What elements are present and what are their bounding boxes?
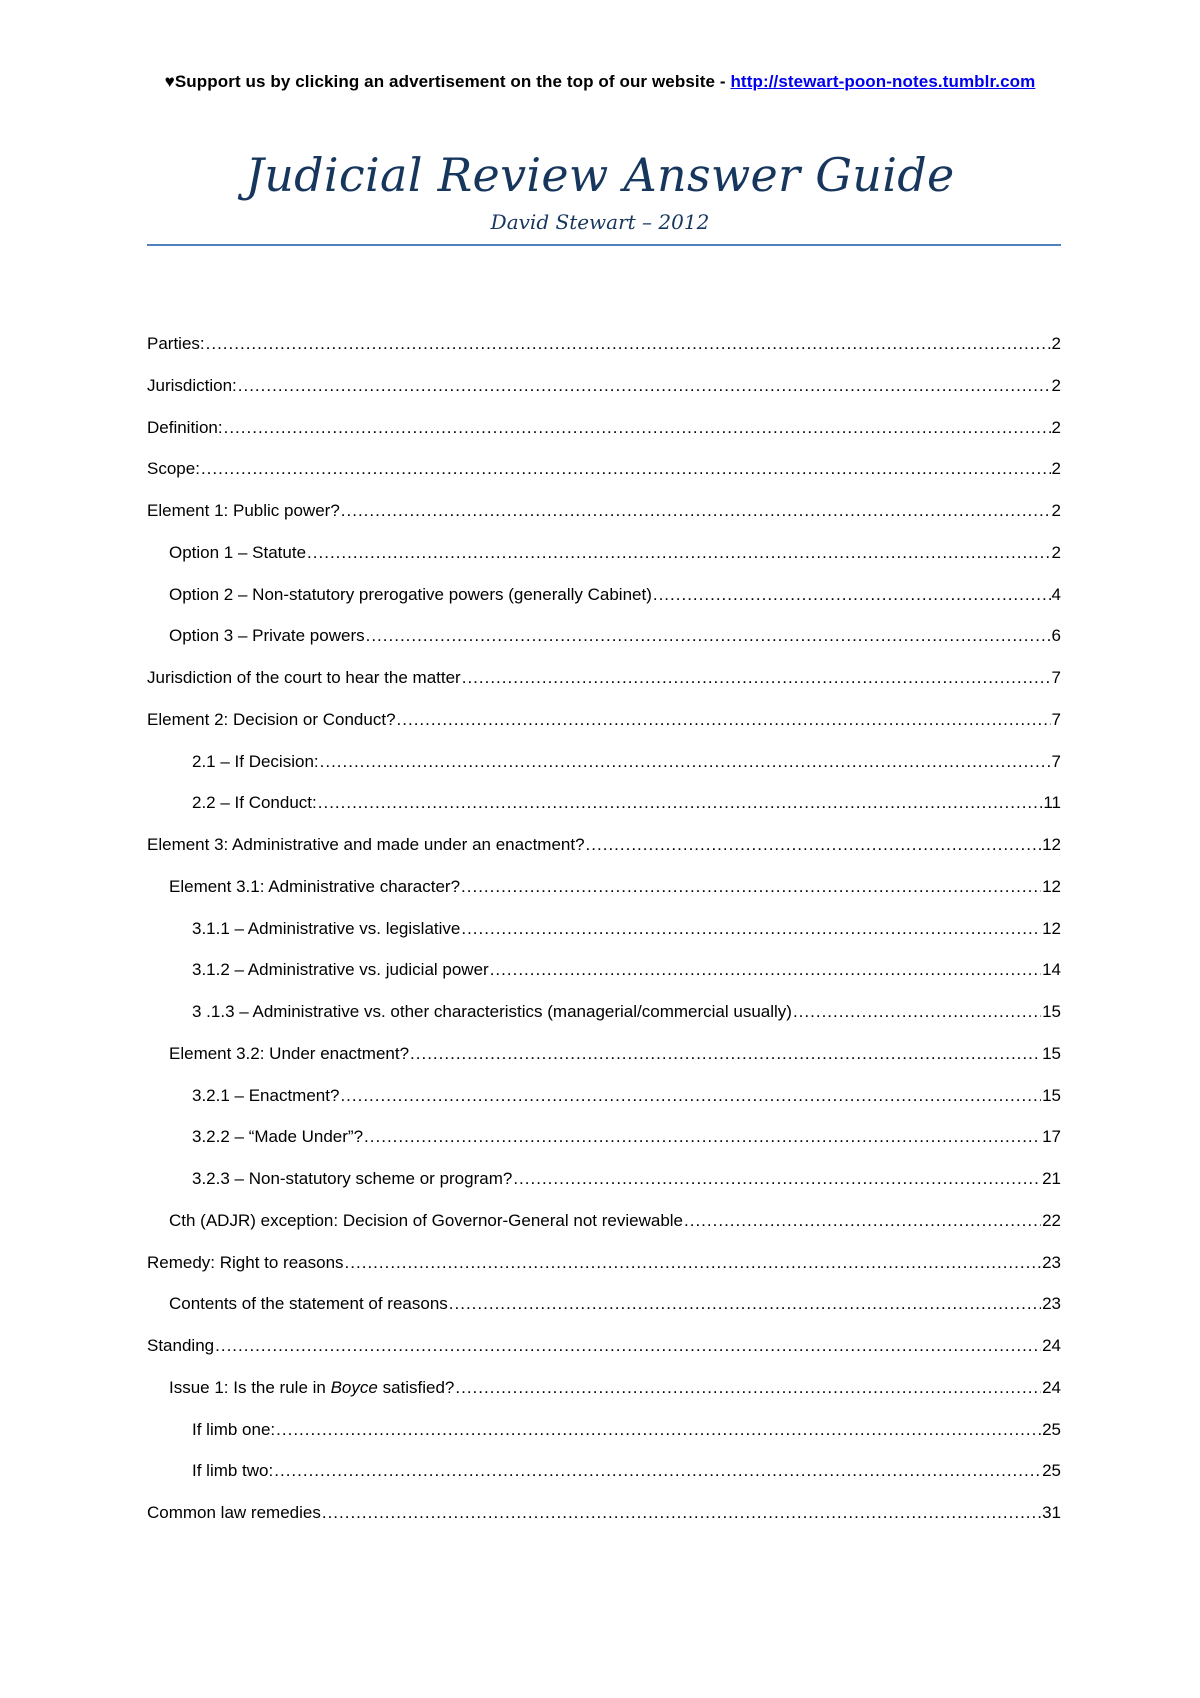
toc-entry[interactable] bbox=[147, 792, 1061, 834]
toc-page-number: 6 bbox=[1051, 626, 1061, 646]
toc-entry[interactable] bbox=[147, 1001, 1061, 1043]
toc-page-number: 15 bbox=[1042, 1085, 1061, 1105]
toc-entry[interactable] bbox=[147, 709, 1061, 751]
toc-entry[interactable] bbox=[147, 1168, 1061, 1210]
toc-leader bbox=[238, 375, 1051, 397]
toc-leader bbox=[586, 834, 1042, 856]
toc-leader bbox=[366, 625, 1051, 647]
toc-entry-label: Element 3: Administrative and made under an enactment? bbox=[147, 835, 585, 854]
toc-leader bbox=[684, 1210, 1041, 1232]
toc-entry[interactable] bbox=[147, 500, 1061, 542]
toc-leader bbox=[276, 1419, 1041, 1441]
toc-leader bbox=[513, 1168, 1041, 1190]
toc-entry[interactable] bbox=[147, 625, 1061, 667]
toc-entry-label: 3.1.1 – Administrative vs. legislative bbox=[192, 918, 461, 938]
toc-page-number: 15 bbox=[1042, 1002, 1061, 1021]
toc-entry-label: Contents of the statement of reasons bbox=[169, 1294, 448, 1314]
toc-leader bbox=[449, 1293, 1041, 1315]
toc-page-number: 25 bbox=[1042, 1419, 1061, 1439]
toc-entry-label: 2.2 – If Conduct: bbox=[192, 793, 317, 813]
toc-leader bbox=[364, 1126, 1041, 1148]
toc-entry[interactable] bbox=[147, 1419, 1061, 1461]
toc-entry-label: Scope: bbox=[147, 459, 200, 479]
toc-leader bbox=[462, 667, 1051, 689]
toc-entry-label: Element 3.1: Administrative character? bbox=[169, 876, 461, 896]
toc-entry-label: Option 1 – Statute bbox=[169, 542, 307, 562]
toc-page-number: 2 bbox=[1051, 542, 1061, 562]
toc-entry[interactable] bbox=[147, 876, 1061, 918]
toc-entry[interactable] bbox=[147, 542, 1061, 584]
support-banner bbox=[0, 72, 1200, 92]
toc-page-number: 23 bbox=[1042, 1252, 1061, 1272]
toc-page-number: 2 bbox=[1051, 334, 1061, 353]
toc-entry-label: 3.2.3 – Non-statutory scheme or program? bbox=[192, 1169, 513, 1188]
toc-entry[interactable] bbox=[147, 1043, 1061, 1085]
toc-page-number: 17 bbox=[1042, 1127, 1061, 1147]
toc-entry-label: Remedy: Right to reasons bbox=[147, 1252, 344, 1272]
toc-page-number: 12 bbox=[1042, 918, 1061, 938]
toc-entry-label: Element 1: Public power? bbox=[147, 501, 340, 520]
toc-entry[interactable] bbox=[147, 1085, 1061, 1127]
toc-leader bbox=[201, 458, 1051, 480]
document-subtitle: David Stewart – 2012 bbox=[490, 210, 710, 234]
toc-leader bbox=[461, 918, 1041, 940]
toc-entry-label: Definition: bbox=[147, 417, 223, 437]
toc-leader bbox=[455, 1377, 1041, 1399]
toc-entry-label: Jurisdiction of the court to hear the matter bbox=[147, 668, 461, 687]
toc-entry-label: Parties: bbox=[147, 334, 205, 353]
toc-page-number: 24 bbox=[1042, 1336, 1061, 1355]
toc-entry-label: Element 2: Decision or Conduct? bbox=[147, 709, 396, 729]
toc-entry[interactable] bbox=[147, 959, 1061, 1001]
toc-entry[interactable] bbox=[147, 667, 1061, 709]
toc-entry-label: 2.1 – If Decision: bbox=[192, 751, 319, 771]
toc-entry-label: Common law remedies bbox=[147, 1503, 321, 1522]
toc-leader bbox=[320, 751, 1051, 773]
toc-entry-label-case-name: Boyce bbox=[330, 1377, 378, 1397]
toc-page-number: 24 bbox=[1042, 1377, 1061, 1397]
toc-entry[interactable] bbox=[147, 918, 1061, 960]
toc-leader bbox=[410, 1043, 1041, 1065]
toc-entry-label: 3 .1.3 – Administrative vs. other characteristics (managerial/commercial usually) bbox=[192, 1002, 792, 1021]
toc-entry-label bbox=[169, 1377, 454, 1399]
toc-page-number: 2 bbox=[1051, 417, 1061, 437]
toc-leader bbox=[793, 1001, 1041, 1023]
toc-entry-label: Jurisdiction: bbox=[147, 375, 237, 395]
toc-leader bbox=[307, 542, 1050, 564]
toc-entry[interactable] bbox=[147, 1460, 1061, 1502]
toc-entry[interactable] bbox=[147, 417, 1061, 459]
toc-leader bbox=[224, 417, 1051, 439]
toc-page-number: 25 bbox=[1042, 1461, 1061, 1481]
toc-page-number: 31 bbox=[1042, 1503, 1061, 1522]
toc-entry[interactable] bbox=[147, 458, 1061, 500]
toc-entry-label: Standing bbox=[147, 1336, 215, 1355]
table-of-contents bbox=[147, 333, 1061, 1544]
toc-entry[interactable] bbox=[147, 1377, 1061, 1419]
toc-entry[interactable] bbox=[147, 1210, 1061, 1252]
toc-page-number: 23 bbox=[1042, 1294, 1061, 1314]
toc-entry-label: If limb two: bbox=[192, 1461, 274, 1481]
toc-entry[interactable] bbox=[147, 1126, 1061, 1168]
toc-page-number: 12 bbox=[1042, 876, 1061, 896]
toc-entry[interactable] bbox=[147, 1252, 1061, 1294]
toc-leader bbox=[341, 500, 1051, 522]
toc-page-number: 4 bbox=[1051, 584, 1061, 604]
toc-leader bbox=[340, 1085, 1041, 1107]
toc-entry[interactable] bbox=[147, 1502, 1061, 1544]
toc-entry[interactable] bbox=[147, 375, 1061, 417]
toc-page-number: 7 bbox=[1051, 709, 1061, 729]
toc-entry-label: 3.1.2 – Administrative vs. judicial power bbox=[192, 960, 489, 980]
toc-entry-label: Element 3.2: Under enactment? bbox=[169, 1043, 410, 1063]
toc-page-number: 22 bbox=[1042, 1210, 1061, 1230]
toc-entry-label: 3.2.2 – “Made Under”? bbox=[192, 1127, 364, 1147]
toc-page-number: 11 bbox=[1043, 793, 1061, 813]
toc-page-number: 2 bbox=[1051, 501, 1061, 520]
toc-page-number: 21 bbox=[1042, 1169, 1061, 1188]
toc-entry-label: If limb one: bbox=[192, 1419, 276, 1439]
toc-entry[interactable] bbox=[147, 1335, 1061, 1377]
toc-entry-label: Option 2 – Non-statutory prerogative powers (generally Cabinet) bbox=[169, 584, 652, 604]
toc-page-number: 7 bbox=[1051, 668, 1061, 687]
website-link[interactable]: http://stewart-poon-notes.tumblr.com bbox=[730, 72, 1036, 91]
toc-entry-label: 3.2.1 – Enactment? bbox=[192, 1085, 340, 1105]
toc-leader bbox=[206, 333, 1051, 355]
toc-leader bbox=[397, 709, 1051, 731]
toc-leader bbox=[215, 1335, 1041, 1357]
toc-leader bbox=[653, 584, 1051, 606]
toc-entry[interactable] bbox=[147, 1293, 1061, 1335]
toc-leader bbox=[461, 876, 1041, 898]
toc-leader bbox=[345, 1252, 1042, 1274]
support-banner-text: ♥Support us by clicking an advertisement on the top of our website - bbox=[164, 72, 731, 91]
toc-entry[interactable] bbox=[147, 584, 1061, 626]
title-divider bbox=[147, 244, 1061, 246]
toc-entry[interactable] bbox=[147, 751, 1061, 793]
toc-leader bbox=[274, 1460, 1041, 1482]
toc-page-number: 15 bbox=[1042, 1043, 1061, 1063]
toc-page-number: 12 bbox=[1042, 835, 1061, 854]
toc-entry-label: Option 3 – Private powers bbox=[169, 626, 365, 646]
toc-page-number: 2 bbox=[1051, 459, 1061, 479]
toc-entry-label: Cth (ADJR) exception: Decision of Governor-General not reviewable bbox=[169, 1210, 684, 1230]
toc-page-number: 14 bbox=[1042, 960, 1061, 980]
toc-entry[interactable] bbox=[147, 834, 1061, 876]
toc-page-number: 7 bbox=[1051, 751, 1061, 771]
toc-leader bbox=[322, 1502, 1041, 1524]
toc-entry-label-part: Issue 1: Is the rule in bbox=[169, 1377, 331, 1397]
toc-entry[interactable] bbox=[147, 333, 1061, 375]
toc-page-number: 2 bbox=[1051, 375, 1061, 395]
toc-leader bbox=[318, 792, 1043, 814]
toc-entry-label-part: satisfied? bbox=[377, 1377, 455, 1397]
document-title: Judicial Review Answer Guide bbox=[245, 148, 955, 202]
toc-leader bbox=[490, 959, 1041, 981]
